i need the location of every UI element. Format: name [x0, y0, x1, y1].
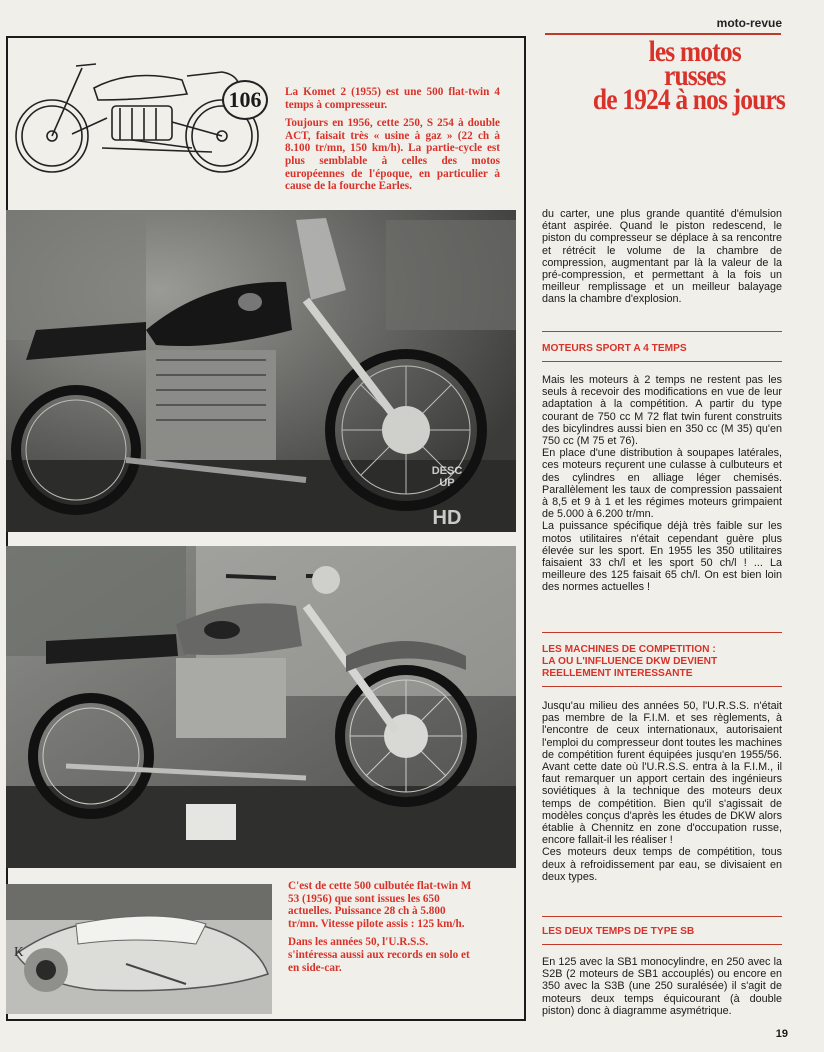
intro-paragraph: du carter, une plus grande quantité d'émulsion étant aspirée. Quand le piston redescend, le piston du compresseur se déplace à sa rencontre et rétrécit le volume de la chambre de compression, augmentant par là la valeur de la pré-compression, et permettant à la fois un meilleur remplissage et un meilleur balayage dans la chambre d'explosion.: [542, 208, 782, 306]
caption-bottom-p1: C'est de cette 500 culbutée flat-twin M 53 (1956) que sont issues les 650 actuelles. Puissance 28 ch à 5.800 tr/mn. Vitesse pilote assis : 125 km/h.: [288, 880, 472, 930]
heading-competition-line-1: LES MACHINES DE COMPETITION :: [542, 644, 716, 655]
caption-top-p1: La Komet 2 (1955) est une 500 flat-twin 4 temps à compresseur.: [285, 86, 500, 111]
magazine-name: moto-revue: [716, 16, 782, 30]
title-line-1: les motos: [648, 35, 741, 68]
sport-paragraph-2: En place d'une distribution à soupapes latérales, ces moteurs reçurent une culasse à culbuteurs et des cylindres en alliage léger chemisés. Parallèlement les taux de compression passaient à 8,5 et 9 à 1 et les régimes moteurs grimpaient de 5.000 à 6.200 tr/mn.: [542, 447, 782, 521]
caption-bottom: [288, 880, 473, 980]
photo-record: [6, 884, 272, 1014]
watermark-line-2: UP: [439, 477, 455, 489]
heading-sb: LES DEUX TEMPS DE TYPE SB: [542, 926, 695, 937]
heading-competition-line-2: LA OU L'INFLUENCE DKW DEVIENT: [542, 656, 718, 667]
section-rule-2b: [542, 686, 782, 687]
photo-m53: [6, 546, 516, 868]
section-rule-1b: [542, 361, 782, 362]
sport-paragraph-1: Mais les moteurs à 2 temps ne restent pas les seuls à recevoir des modifications en vue de leur adaptation à la compétition. A partir du type courant de 750 cc M 72 flat twin furent construits des bicylindres aussi bien en 350 cc (M 35) qu'en 750 cc (M 75 et 76).: [542, 374, 782, 448]
svg-text:К: К: [14, 945, 24, 960]
title-line-3: de 1924 à nos jours: [592, 83, 785, 116]
watermark: [416, 465, 478, 527]
section-sport: [542, 374, 782, 594]
heading-competition-line-3: REELLEMENT INTERESSANTE: [542, 668, 693, 679]
badge-106: 106: [222, 80, 268, 120]
sb-paragraph-1: En 125 avec la SB1 monocylindre, en 250 avec la S2B (2 moteurs de SB1 accouplés) ou encore en 350 avec la S3B (une 250 suralésée) il s'agit de moteurs deux temps équicourant (à double piston) donc à diagramme asymétrique.: [542, 956, 782, 1017]
heading-competition: [542, 644, 782, 680]
sport-paragraph-3: La puissance spécifique déjà très faible sur les motos utilitaires n'était cependant guère plus élevée sur les sport. En 1955 les 350 utilitaires faisaient 33 ch/l et les sport 50 ch/l ! ... La meilleure des 125 faisait 65 ch/l. On est bien loin des normes actuelles !: [542, 520, 782, 594]
watermark-line-1: DESC: [431, 465, 463, 477]
column-intro: [542, 208, 782, 306]
section-rule-2: [542, 632, 782, 633]
competition-paragraph-2: Ces moteurs deux temps de compétition, tous deux à refroidissement par eau, se divisaient en deux types.: [542, 846, 782, 883]
watermark-line-3: HD: [432, 507, 462, 529]
page-number: 19: [775, 1028, 788, 1040]
caption-top-p2: Toujours en 1956, cette 250, S 254 à double ACT, faisait très « usine à gaz » (22 ch à 8.100 tr/mn, 150 km/h). La partie-cycle est plus semblable à celles des motos européennes de l'époque, en particulier à cause de la fourche Earles.: [285, 117, 500, 193]
competition-paragraph-1: Jusqu'au milieu des années 50, l'U.R.S.S. n'était pas membre de la F.I.M. et ses règlements, à l'encontre de ceux internationaux, autorisaient l'emploi du compresseur dont toutes les machines de compétition furent équipées jusqu'en 1955/56. Avant cette date où l'U.R.S.S. entra à la F.I.M., il faut remarquer un apport certain des ingénieurs soviétiques à la technique des moteurs deux temps de compétition. Bien qu'il s'agissait de modèles conçus d'après les études de DKW alors établie à Chennitz en zone d'occupation russe, encore fallait-il les réaliser !: [542, 700, 782, 847]
title-line-2: russes: [664, 59, 726, 92]
section-rule-3: [542, 916, 782, 917]
section-rule-3b: [542, 944, 782, 945]
section-rule-1: [542, 331, 782, 332]
caption-bottom-p2: Dans les années 50, l'U.R.S.S. s'intéressa aussi aux records en solo et en side-car.: [288, 936, 470, 974]
heading-sport: MOTEURS SPORT A 4 TEMPS: [542, 343, 687, 354]
section-sb: [542, 956, 782, 1017]
caption-top: [285, 86, 500, 199]
section-competition: [542, 700, 782, 883]
article-title: [573, 35, 786, 116]
